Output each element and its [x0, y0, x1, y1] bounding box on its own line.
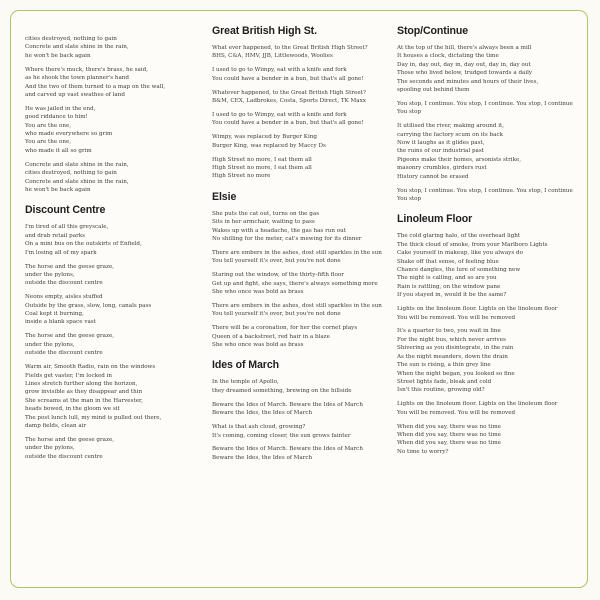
lyrics-sheet [10, 10, 588, 588]
lyric-line: High Street no more, I eat them all [212, 156, 312, 163]
lyric-line: She screams at the man in the Harvester, [25, 397, 143, 404]
lyric-line: Cake yourself in makeup, like you always do [397, 250, 523, 257]
song-title-discount-centre: Discount Centre [25, 204, 106, 217]
lyric-line: and drab retail parks [25, 232, 86, 239]
stanza [25, 293, 201, 327]
lyric-line: Lights on the linoleum floor. Lights on the linoleum floor [397, 306, 558, 313]
lyric-line: Where there's muck, there's brass, he said, [25, 66, 149, 73]
lyric-line: You stop, I continue. You stop, I continue. You stop, I continue [397, 187, 573, 194]
stanza [212, 156, 388, 181]
lyric-line: cities destroyed, nothing to gain [25, 170, 117, 177]
stanza [212, 111, 388, 128]
lyric-line: Whatever happened, to the Great British High Street? [212, 89, 366, 96]
stanza [212, 423, 388, 440]
lyric-line: Get up and fight, she says, there's always something more [212, 280, 378, 287]
lyric-line: The horse and the geese graze, [25, 333, 115, 340]
lyric-line: they dreamed something, brewing on the hillside [212, 387, 352, 394]
stanza [212, 44, 388, 61]
stanza [397, 232, 573, 299]
lyric-line: Day in, day out, day in, day out, day in, day out [397, 61, 531, 68]
lyric-line: Rain is rattling, on the window pane [397, 283, 501, 290]
song-lyrics-ides-of-march [212, 378, 388, 462]
lyric-line: On a mini bus on the outskirts of Enfield, [25, 241, 142, 248]
stanza [397, 44, 573, 94]
lyric-line: Beware the Ides, the Ides of March [212, 410, 313, 417]
lyric-line: When did you say, there was no time [397, 440, 501, 447]
lyric-line: The cold glaring halo, of the overhead light [397, 233, 521, 240]
lyric-line: As the night meanders, down the drain [397, 353, 508, 360]
lyric-line: Those who lived below, trudged towards a daily [397, 70, 533, 77]
lyric-line: Queen of a backstreet, red hair in a blaze [212, 333, 330, 340]
lyric-line: When the night began, you looked so fine [397, 370, 515, 377]
stanza [212, 378, 388, 395]
song-lyrics-linoleum-floor [397, 232, 573, 456]
lyric-line: spooling out behind them [397, 87, 470, 94]
lyric-line: outside the discount centre [25, 350, 103, 357]
lyric-line: under the pylons, [25, 271, 75, 278]
lyric-line: It utilised the river, making around it, [397, 123, 505, 130]
stanza [397, 400, 573, 417]
lyric-line: Lines stretch further along the horizon, [25, 380, 138, 387]
song-title-ides-of-march: Ides of March [212, 359, 279, 372]
stanza [25, 105, 201, 155]
lyric-line: You tell yourself it's over, but you're not done [212, 311, 341, 318]
lyric-line: BHS, C&A, HMV, JJB, Littlewoods, Woolies [212, 53, 333, 60]
lyric-line: And the two of them turned to a map on the wall, [25, 83, 166, 90]
lyric-line: Chance dangles, the lure of something new [397, 267, 521, 274]
lyric-line: At the top of the hill, there's always been a mill [397, 45, 532, 51]
lyric-line: Now it laughs as it glides past, [397, 140, 485, 147]
lyric-line: The seconds and minutes and hours of their lives, [397, 78, 539, 85]
lyric-line: Street lights fade, bleak and cold [397, 378, 492, 385]
lyric-line: outside the discount centre [25, 280, 103, 287]
stanza [25, 161, 201, 195]
lyric-line: She puts the cat out, turns on the gas [212, 210, 320, 217]
song-lyrics-discount-centre [25, 223, 201, 461]
stanza [25, 66, 201, 100]
lyric-line: The night is calling, and so are you [397, 275, 497, 282]
lyric-line: who made it all so grim [25, 147, 92, 154]
column-left [25, 35, 201, 471]
song-title-elsie: Elsie [212, 190, 237, 203]
lyric-line: You will be removed. You will be removed [397, 409, 516, 416]
column-right [397, 25, 573, 466]
lyric-line: He was jailed in the end, [25, 105, 96, 112]
stanza [397, 100, 573, 117]
lyric-line: The sun is rising, a thin grey line [397, 362, 491, 369]
lyric-line: Sits in her armchair, waiting to pass [212, 219, 315, 226]
lyric-line: he won't be back again [25, 187, 91, 193]
lyric-line: The thick cloud of smoke, from your Marlboro Lights [397, 241, 548, 248]
lyric-line: History cannot be erased [397, 173, 469, 180]
lyric-line: No shilling for the meter, cat's mewing for its dinner [212, 236, 362, 242]
lyric-line: High Street no more [212, 173, 271, 180]
stanza [212, 401, 388, 418]
stanza [25, 263, 201, 288]
stanza [212, 445, 388, 462]
lyric-line: Beware the Ides of March. Beware the Ides of March [212, 401, 363, 408]
lyric-line: The horse and the geese graze, [25, 436, 115, 443]
lyric-line: I used to go to Wimpy, eat with a knife and fork [212, 67, 347, 74]
lyric-line: Shivering as you disintegrate, in the rain [397, 345, 514, 352]
lyric-line: B&M, CEX, Ladbrokes, Costa, Sports Direct, TK Maxx [212, 98, 366, 105]
lyric-line: good riddance to him! [25, 114, 88, 121]
stanza [212, 271, 388, 296]
lyric-line: carrying the factory scum on its back [397, 131, 503, 138]
lyric-line: You are the one, [25, 122, 72, 129]
lyric-line: Beware the Ides of March. Beware the Ides of March [212, 446, 363, 453]
lyric-line: the ruins of our industrial past [397, 148, 484, 155]
stanza [397, 423, 573, 457]
stanza [397, 305, 573, 322]
stanza [25, 436, 201, 461]
stanza [397, 327, 573, 394]
lyric-line: No time to worry? [397, 448, 449, 455]
lyric-line: Concrete and slate shine in the rain, [25, 44, 129, 51]
lyric-line: You stop, I continue. You stop, I continue. You stop, I continue [397, 100, 573, 107]
lyric-line: I used to go to Wimpy, eat with a knife and fork [212, 111, 347, 118]
lyric-line: Burger King, was replaced by Maccy Ds [212, 142, 326, 149]
lyric-line: damp fields, clean air [25, 422, 87, 429]
lyric-line: Staring out the window, of the thirty-fifth floor [212, 272, 344, 279]
lyric-line: Coal kept it burning, [25, 311, 84, 318]
lyric-line: who made everywhere so grim [25, 131, 113, 138]
lyric-line: Fields get vaster, I'm locked in [25, 372, 113, 379]
stanza [212, 210, 388, 244]
lyric-line: Lights on the linoleum floor. Lights on the linoleum floor [397, 401, 558, 408]
lyric-line: Concrete and slate shine in the rain, [25, 178, 129, 185]
stanza [212, 249, 388, 266]
lyric-line: Pigeons make their homes, arsonists strike, [397, 156, 522, 163]
lyric-line: The horse and the geese graze, [25, 263, 115, 270]
song-title-linoleum-floor: Linoleum Floor [397, 213, 473, 226]
song-title-great-british-high-st: Great British High St. [212, 25, 317, 37]
lyric-line: cities destroyed, nothing to gain [25, 36, 117, 42]
lyric-line: and carved up vast swathes of land [25, 91, 125, 98]
song-title-stop-continue: Stop/Continue [397, 25, 469, 37]
lyric-line: She who once was bold as brass [212, 342, 304, 349]
column-middle [212, 25, 388, 472]
lyric-line: It houses a clock, dictating the time [397, 53, 499, 60]
lyric-line: The post lunch lull, my mind is pulled out there, [25, 414, 162, 421]
lyric-line: You tell yourself it's over, but you're not done [212, 258, 341, 265]
lyric-line: In the temple of Apollo, [212, 379, 279, 386]
lyric-line: Neons empty, aisles stuffed [25, 294, 103, 301]
stanza [25, 35, 201, 60]
lyric-line: grow invisible as they disappear and thin [25, 389, 143, 396]
lyric-line: It's coming, coming closer, the sun grows fainter [212, 432, 351, 439]
lyric-line: as he shook the town planner's hand [25, 75, 129, 82]
lyric-line: There are embers in the ashes, dost still sparkles in the sun [212, 249, 382, 256]
stanza [397, 187, 573, 204]
lyric-line: You could have a bender in a bun, but that's all gone! [212, 75, 364, 82]
lyric-line: When did you say, there was no time [397, 423, 501, 430]
lyric-line: You are the one, [25, 139, 72, 146]
stanza [212, 89, 388, 106]
song-lyrics-great-british-high-st [212, 44, 388, 181]
lyric-line: heads bowed, in the gloom we sit [25, 406, 120, 413]
song-continued [25, 35, 201, 194]
stanza [25, 363, 201, 430]
song-lyrics-elsie [212, 210, 388, 350]
lyric-line: What is that ash cloud, growing? [212, 424, 306, 431]
stanza [212, 133, 388, 150]
lyric-line: Wakes up with a headache, the gas has run out [212, 227, 346, 234]
lyric-line: What ever happened, to the Great British High Street? [212, 45, 368, 51]
lyric-line: I'm losing all of my spark [25, 249, 97, 256]
stanza [212, 66, 388, 83]
lyric-line: You stop [397, 196, 422, 202]
lyric-line: She who once was bold as brass [212, 289, 304, 296]
lyric-line: Isn't this routine, growing old? [397, 387, 485, 394]
lyric-line: There will be a coronation, for her the cornet plays [212, 325, 358, 332]
stanza [25, 332, 201, 357]
lyric-line: Beware the Ides, the Ides of March [212, 454, 313, 461]
stanza [397, 122, 573, 181]
lyric-line: It's a quarter to two, you wait in line [397, 328, 501, 335]
lyric-line: High Street no more, I eat them all [212, 164, 312, 171]
lyric-line: There are embers in the ashes, dost still sparkles in the sun [212, 302, 382, 309]
lyric-line: For the night bus, which never arrives [397, 336, 506, 343]
lyric-line: inside a blank space vast [25, 319, 96, 326]
stanza [212, 302, 388, 319]
lyric-line: masonry crumbles, girders rust [397, 165, 487, 172]
lyric-line: I'm tired of all this greyscale, [25, 224, 109, 231]
song-lyrics-stop-continue [397, 44, 573, 203]
lyric-line: You stop [397, 109, 422, 116]
lyric-line: Warm air, Smooth Radio, rain on the windows [25, 364, 156, 371]
lyric-line: Outside by the grass, slow, long, canals pass [25, 302, 152, 309]
lyric-line: Concrete and slate shine in the rain, [25, 161, 129, 168]
lyric-line: If you stayed in, would it be the same? [397, 292, 507, 299]
lyric-line: Shake off that sense, of feeling blue [397, 258, 499, 265]
lyric-line: under the pylons, [25, 341, 75, 348]
lyric-line: When did you say, there was no time [397, 431, 501, 438]
lyric-line: Wimpy, was replaced by Burger King [212, 134, 317, 141]
stanza [25, 223, 201, 257]
lyric-line: under the pylons, [25, 445, 75, 452]
lyric-line: outside the discount centre [25, 453, 103, 460]
stanza [212, 324, 388, 349]
lyric-line: You could have a bender in a bun, but that's all gone! [212, 120, 364, 127]
lyric-line: You will be removed. You will be removed [397, 314, 516, 321]
lyric-line: he won't be back again [25, 52, 91, 59]
